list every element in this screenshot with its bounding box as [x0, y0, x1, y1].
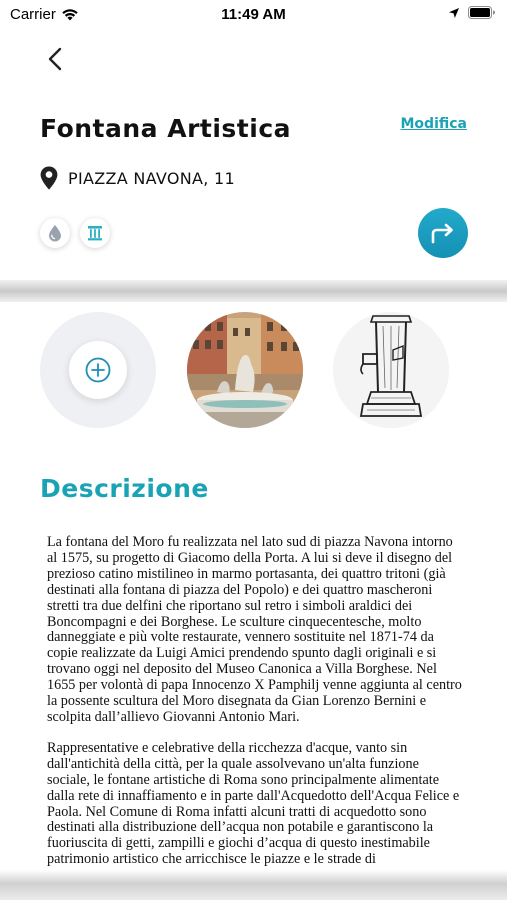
edit-link[interactable]: Modifica	[400, 116, 467, 132]
status-bar	[0, 0, 507, 30]
directions-button[interactable]	[418, 208, 468, 258]
status-time: 11:49 AM	[221, 6, 286, 23]
carrier-label: Carrier	[10, 6, 56, 23]
feature-monument	[80, 218, 110, 248]
photo-thumbnail[interactable]	[187, 312, 303, 428]
page-title: Fontana Artistica	[40, 114, 292, 143]
description-text	[47, 535, 465, 883]
battery-icon	[468, 6, 495, 19]
map-pin-icon	[40, 166, 58, 190]
address-row	[40, 166, 235, 190]
fountain-drawing-image	[333, 312, 449, 428]
location-arrow-icon	[448, 7, 460, 19]
column-icon	[86, 224, 104, 242]
turn-right-arrow-icon	[429, 222, 457, 244]
add-photo-button[interactable]	[40, 312, 156, 428]
fountain-photo-image	[187, 312, 303, 428]
back-button[interactable]	[38, 42, 72, 76]
chevron-left-icon	[48, 47, 62, 71]
address-text: PIAZZA NAVONA, 11	[68, 168, 235, 188]
photo-gallery	[0, 312, 507, 430]
description-paragraph: La fontana del Moro fu realizzata nel lato sud di piazza Navona intorno al 1575, su progetto di Giacomo della Porta. A lui si deve il disegno del prezioso catino mistilineo in marmo portasanta, dei quattro tritoni (già destinati alla fontana di piazza del Popolo) e dei quattro mascheroni stretti tra due delfini che riportano sul retro i simboli araldici dei Boncompagni e dei Borghese. Le sculture cinquecentesche, molto danneggiate e più volte restaurate, vennero sostituite nel 1871-74 da copie realizzate da Luigi Amici prendendo spunto dagli originali e si trovano oggi nel deposito del Museo Canonica a Villa Borghese. Nel 1655 per volontà di papa Innocenzo X Pamphilj venne aggiunta al centro la possente scultura del Moro disegnata da Gian Lorenzo Bernini e scolpita dall’allievo Giovanni Antonio Mari.	[47, 534, 462, 725]
status-right	[448, 6, 495, 19]
feature-water	[40, 218, 70, 248]
add-photo-inner	[69, 341, 127, 399]
feature-icons	[40, 218, 110, 248]
photo-thumbnail[interactable]	[333, 312, 449, 428]
description-title: Descrizione	[40, 474, 209, 503]
plus-circle-icon	[84, 356, 112, 384]
bottom-fade	[0, 870, 507, 900]
water-drop-icon	[47, 224, 63, 242]
section-divider	[0, 280, 507, 302]
description-paragraph: Rappresentative e celebrative della ricchezza d'acque, vanto sin dall'antichità della città, per la quale assolvevano un'alta funzione sociale, le fontane artistiche di Roma sono principalmente alimentate dalla rete di innaffiamento e in parte dall'Acquedotto dell'Acqua Felice e Paola. Nel Comune di Roma infatti alcuni tratti di acquedotto sono destinati alla distribuzione dell’acqua non potabile e garantiscono la fuoriuscita di getti, zampilli e giochi d’acqua di questo inestimabile patrimonio artistico che arricchisce le piazze e le strade di	[47, 739, 460, 868]
